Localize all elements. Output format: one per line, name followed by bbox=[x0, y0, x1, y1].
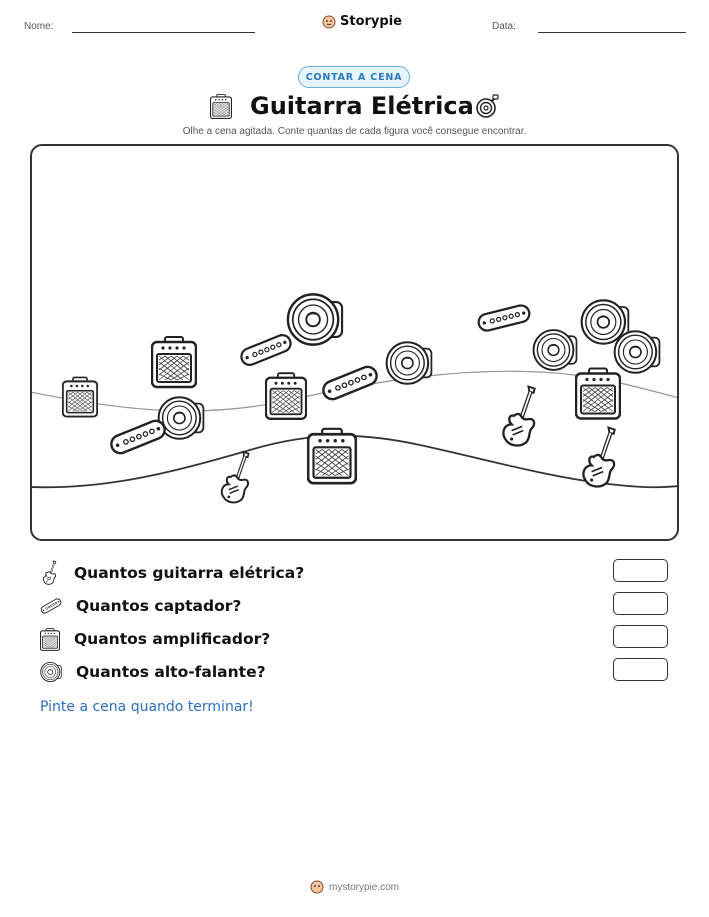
page-title: Guitarra Elétrica bbox=[250, 92, 474, 120]
speaker-figure bbox=[615, 331, 660, 373]
guitar-figure bbox=[503, 387, 534, 446]
name-line[interactable] bbox=[72, 32, 255, 33]
footer bbox=[0, 880, 709, 894]
counting-scene bbox=[30, 144, 679, 541]
amplifier-icon bbox=[40, 628, 60, 651]
answer-box-amplifier[interactable] bbox=[613, 625, 668, 648]
storypie-mascot-icon bbox=[310, 880, 324, 894]
guitar-icon bbox=[40, 560, 60, 586]
question-text: Quantos amplificador? bbox=[74, 630, 271, 648]
speaker-figure bbox=[387, 342, 432, 384]
question-row bbox=[40, 560, 304, 586]
cable-icon bbox=[474, 94, 500, 120]
question-row bbox=[40, 593, 241, 619]
activity-tag: CONTAR A CENA bbox=[298, 66, 410, 88]
amplifier-figure bbox=[308, 429, 356, 483]
storypie-mascot-icon bbox=[322, 15, 336, 29]
amplifier-figure bbox=[63, 377, 97, 416]
amplifier-figure bbox=[576, 369, 620, 419]
closing-instruction: Pinte a cena quando terminar! bbox=[40, 699, 254, 715]
question-text: Quantos captador? bbox=[76, 597, 242, 615]
pickup-figure bbox=[321, 364, 380, 402]
question-text: Quantos alto-falante? bbox=[76, 663, 266, 681]
question-row bbox=[40, 659, 266, 685]
amplifier-icon bbox=[210, 94, 232, 119]
date-line[interactable] bbox=[538, 32, 686, 33]
amplifier-figure bbox=[152, 337, 196, 387]
question-row bbox=[40, 626, 270, 652]
instructions: Olhe a cena agitada. Conte quantas de cada figura você consegue encontrar. bbox=[182, 126, 527, 137]
footer-url[interactable]: mystorypie.com bbox=[328, 881, 399, 893]
guitar-figure bbox=[222, 452, 249, 503]
speaker-icon bbox=[40, 661, 62, 683]
pickup-figure bbox=[239, 333, 293, 368]
speaker-figure bbox=[288, 294, 342, 344]
pickup-figure bbox=[109, 418, 168, 456]
speaker-figure bbox=[534, 330, 577, 370]
amplifier-figure bbox=[266, 373, 306, 419]
scene-art bbox=[30, 144, 679, 541]
answer-box-pickup[interactable] bbox=[613, 592, 668, 615]
guitar-figure bbox=[583, 428, 614, 487]
question-text: Quantos guitarra elétrica? bbox=[74, 564, 305, 582]
name-label: Nome: bbox=[24, 21, 54, 32]
answer-box-guitar[interactable] bbox=[613, 559, 668, 582]
pickup-icon bbox=[40, 595, 62, 617]
pickup-figure bbox=[477, 304, 531, 333]
answer-box-speaker[interactable] bbox=[613, 658, 668, 681]
brand-name: Storypie bbox=[340, 14, 402, 29]
date-label: Data: bbox=[492, 21, 516, 32]
brand-logo bbox=[322, 14, 402, 29]
